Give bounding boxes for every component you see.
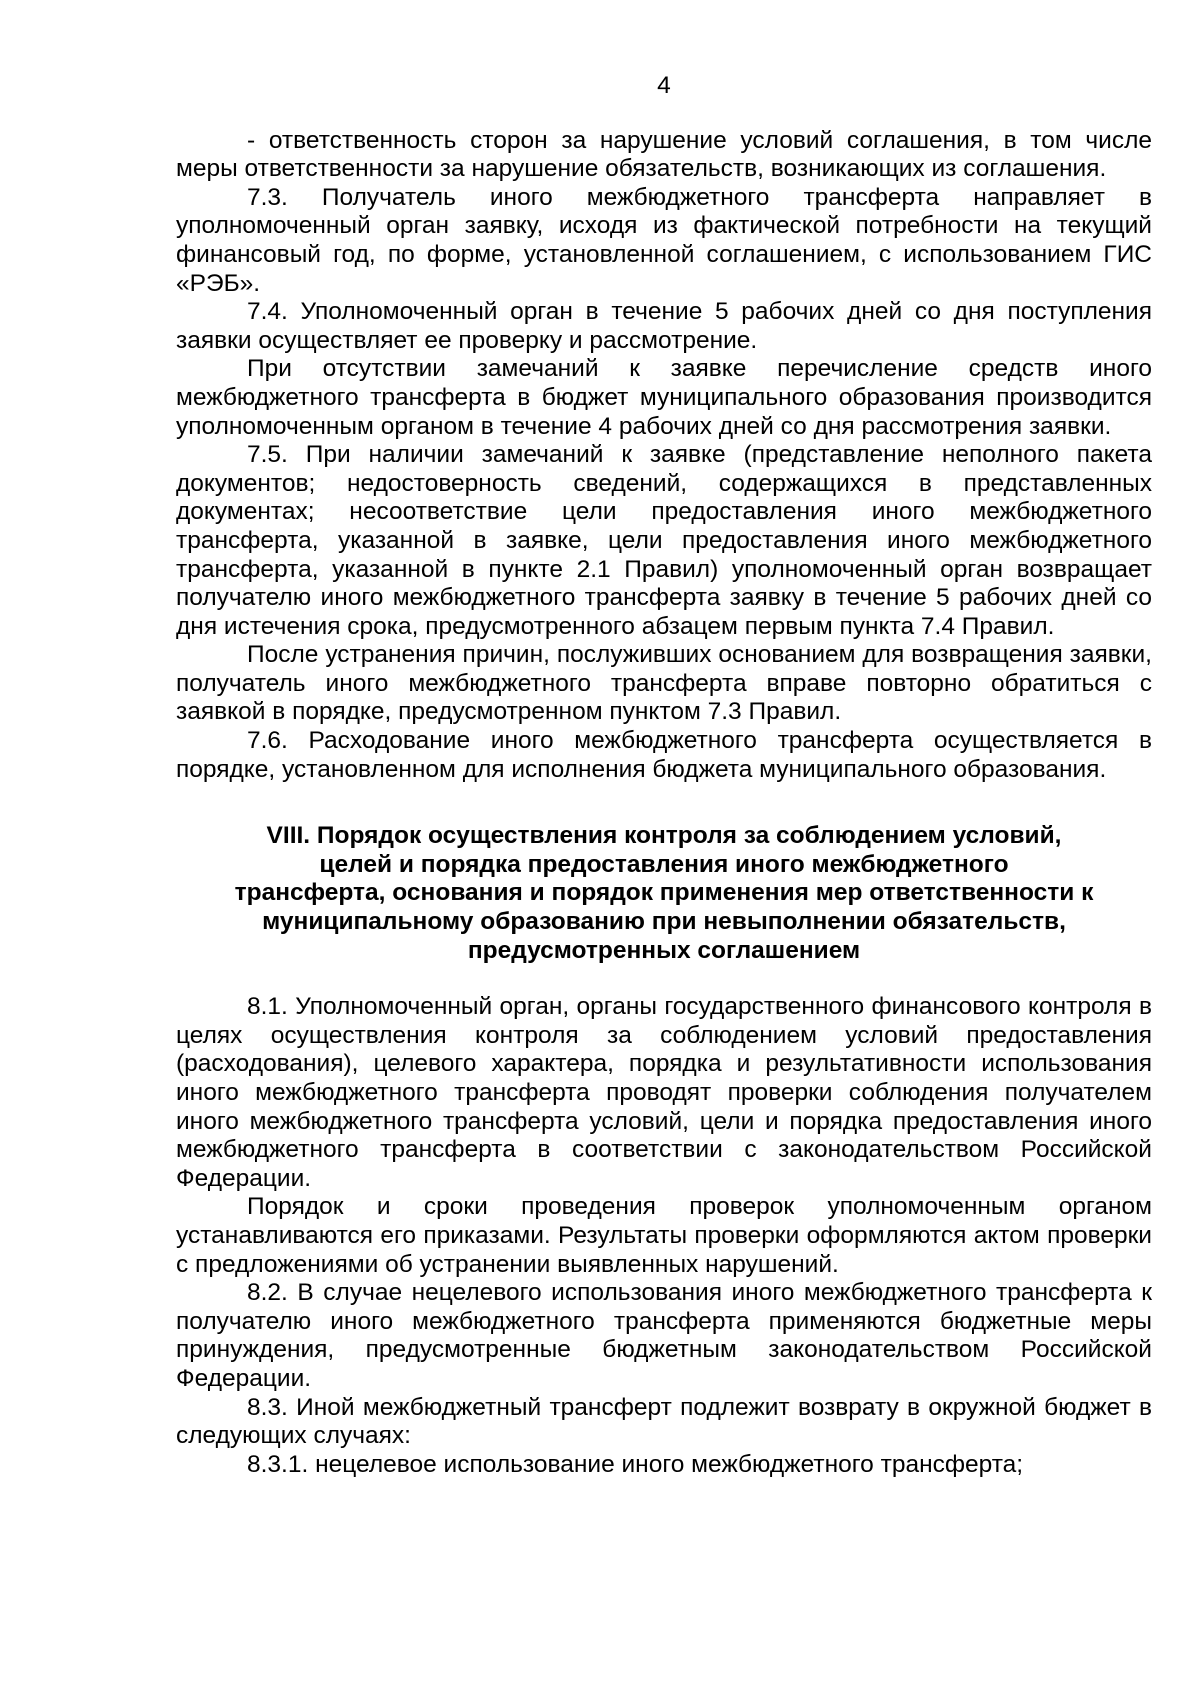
paragraph-8-3-1: 8.3.1. нецелевое использование иного межбюджетного трансферта;	[247, 1450, 1024, 1478]
paragraph-8-3: 8.3. Иной межбюджетный трансферт подлежит возврату в окружной бюджет в следующих случаях:	[176, 1393, 1152, 1450]
paragraph-responsibility: - ответственность сторон за нарушение условий соглашения, в том числе меры ответственности за нарушение обязательств, возникающих из соглашения.	[176, 126, 1152, 183]
spacer	[176, 965, 1152, 993]
page-number: 4	[657, 72, 671, 99]
paragraph-7-4-transfer: При отсутствии замечаний к заявке перечисление средств иного межбюджетного трансферта в бюджет муниципального образования производится уполномоченным органом в течение 4 рабочих дней со дня рассмотрения заявки.	[176, 355, 1152, 440]
paragraph-8-1: 8.1. Уполномоченный орган, органы государственного финансового контроля в целях осуществления контроля за соблюдением условий предоставления (расходования), целевого характера, порядка и результативности использования иного межбюджетного трансферта проводят проверки соблюдения получателем иного межбюджетного трансферта условий, цели и порядка предоставления иного межбюджетного трансферта в соответствии с законодательством Российской Федерации.	[176, 993, 1152, 1192]
section-heading-viii	[216, 822, 1112, 965]
paragraph-8-1-checks: Порядок и сроки проведения проверок уполномоченным органом устанавливаются его приказами. Результаты проверки оформляются актом проверки с предложениями об устранении выявленных нарушений.	[176, 1193, 1152, 1278]
heading-line: VIII. Порядок осуществления контроля за соблюдением условий,	[266, 822, 1062, 850]
heading-line: трансферта, основания и порядок применения мер ответственности к	[234, 879, 1094, 907]
paragraph-8-2: 8.2. В случае нецелевого использования иного межбюджетного трансферта к получателю иного межбюджетного трансферта применяются бюджетные меры принуждения, предусмотренные бюджетным законодательством Российской Федерации.	[176, 1279, 1152, 1392]
paragraph-7-6: 7.6. Расходование иного межбюджетного трансферта осуществляется в порядке, установленном для исполнения бюджета муниципального образования.	[176, 727, 1152, 783]
paragraph-7-5: 7.5. При наличии замечаний к заявке (представление неполного пакета документов; недостоверность сведений, содержащихся в представленных документах; несоответствие цели предоставления иного межбюджетного трансферта, указанной в заявке, цели предоставления иного межбюджетного трансферта, указанной в пункте 2.1 Правил) уполномоченный орган возвращает получателю иного межбюджетного трансферта заявку в течение 5 рабочих дней со дня истечения срока, предусмотренного абзацем первым пункта 7.4 Правил.	[176, 441, 1152, 640]
heading-line: предусмотренных соглашением	[467, 936, 861, 964]
paragraph-7-3: 7.3. Получатель иного межбюджетного трансферта направляет в уполномоченный орган заявку, исходя из фактической потребности на текущий финансовый год, по форме, установленной соглашением, с использованием ГИС «РЭБ».	[176, 183, 1152, 297]
document-page	[176, 72, 1152, 1479]
paragraph-7-4: 7.4. Уполномоченный орган в течение 5 рабочих дней со дня поступления заявки осуществляет ее проверку и рассмотрение.	[176, 298, 1152, 354]
heading-line: целей и порядка предоставления иного межбюджетного	[319, 850, 1009, 878]
paragraph-7-5-resubmit: После устранения причин, послуживших основанием для возвращения заявки, получатель иного межбюджетного трансферта вправе повторно обратиться с заявкой в порядке, предусмотренном пунктом 7.3 Правил.	[176, 641, 1152, 726]
heading-line: муниципальному образованию при невыполнении обязательств,	[262, 908, 1066, 936]
